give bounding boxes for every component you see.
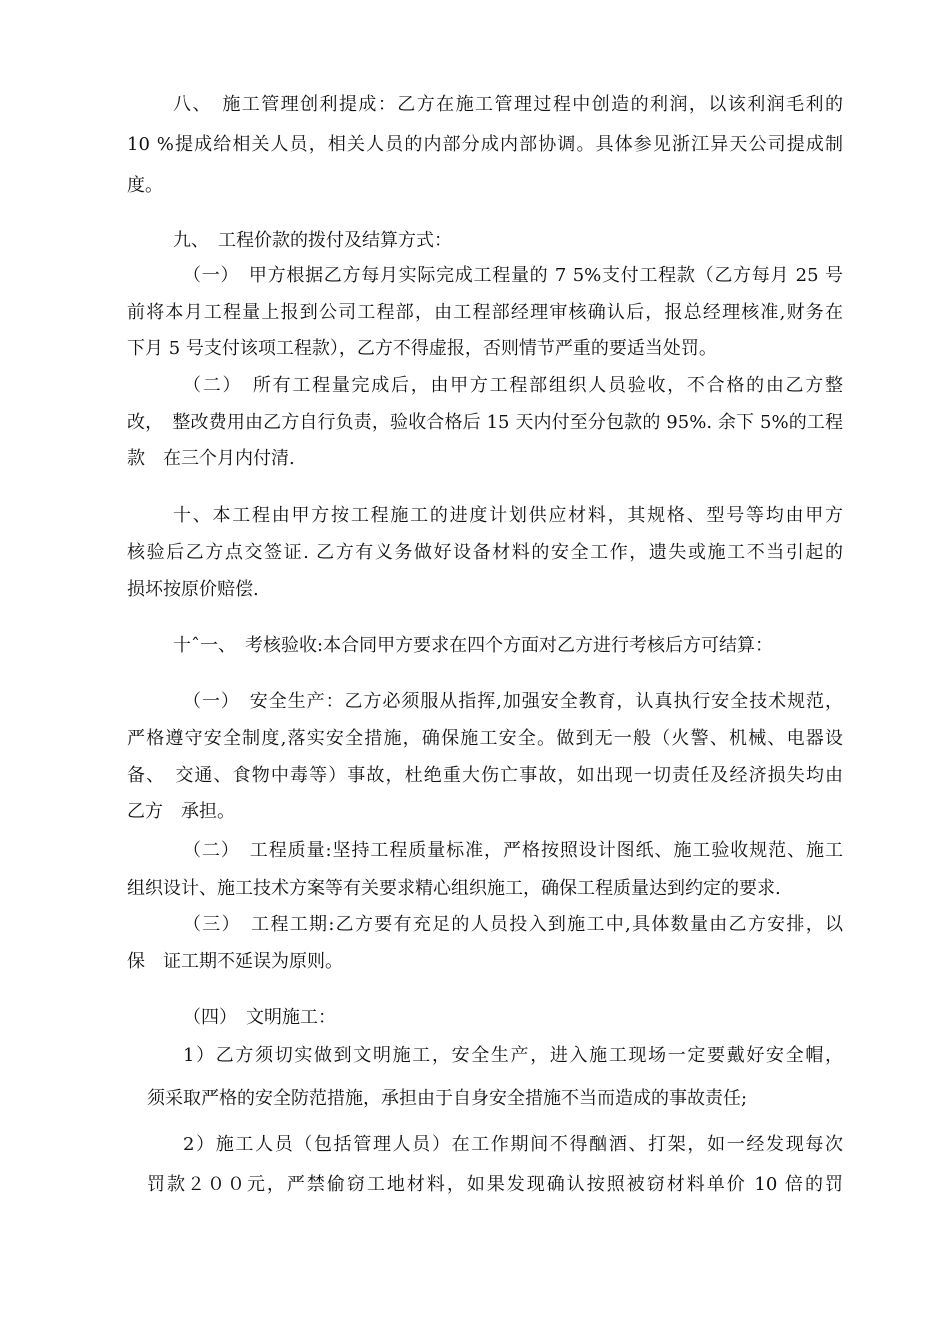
clause-10-line-3: 损坏按原价赔偿. bbox=[127, 579, 259, 600]
clause-9-heading: 九、 工程价款的拨付及结算方式： bbox=[173, 230, 452, 251]
clause-9-1-line-2: 前将本月工程量上报到公司工程部，由工程部经理审核确认后，报总经理核准,财务在 bbox=[127, 302, 843, 323]
clause-8-line-1: 八、 施工管理创利提成：乙方在施工管理过程中创造的利润，以该利润毛利的 bbox=[173, 94, 843, 115]
clause-11-3-line-2: 保 证工期不延误为原则。 bbox=[127, 951, 343, 972]
clause-10-line-1: 十、本工程由甲方按工程施工的进度计划供应材料，其规格、型号等均由甲方 bbox=[173, 505, 843, 526]
item-2-line-1: 2）施工人员（包括管理人员）在工作期间不得酗酒、打架，如一经发现每次 bbox=[183, 1134, 843, 1155]
clause-10-line-2: 核验后乙方点交签证. 乙方有义务做好设备材料的安全工作，遗失或施工不当引起的 bbox=[127, 542, 843, 563]
clause-11-4-heading: （四） 文明施工： bbox=[183, 1007, 336, 1028]
item-1-line-1: 1）乙方须切实做到文明施工，安全生产，进入施工现场一定要戴好安全帽， bbox=[183, 1045, 843, 1066]
clause-9-1-line-3: 下月 5 号支付该项工程款），乙方不得虚报，否则情节严重的要适当处罚。 bbox=[127, 338, 717, 359]
clause-11-3-line-1: （三） 工程工期:乙方要有充足的人员投入到施工中,具体数量由乙方安排，以 bbox=[183, 914, 843, 935]
clause-11-1-line-3: 备、 交通、食物中毒等）事故，杜绝重大伤亡事故，如出现一切责任及经济损失均由 bbox=[127, 765, 843, 786]
clause-11-1-line-4: 乙方 承担。 bbox=[127, 801, 235, 822]
clause-8-line-3: 度。 bbox=[127, 175, 163, 196]
clause-11-2-line-2: 组织设计、施工技术方案等有关要求精心组织施工，确保工程质量达到约定的要求. bbox=[127, 878, 781, 899]
clause-9-1-line-1: （一） 甲方根据乙方每月实际完成工程量的 7 5%支付工程款（乙方每月 25 号 bbox=[183, 265, 843, 286]
clause-11-2-line-1: （二） 工程质量:坚持工程质量标准，严格按照设计图纸、施工验收规范、施工 bbox=[183, 840, 843, 861]
clause-11-heading: 十ˆ一、 考核验收:本合同甲方要求在四个方面对乙方进行考核后方可结算： bbox=[173, 635, 774, 656]
clause-9-2-line-2: 改， 整改费用由乙方自行负责，验收合格后 15 天内付至分包款的 95%. 余下 5%的工程 bbox=[127, 412, 843, 433]
clause-9-2-line-3: 款 在三个月内付清. bbox=[127, 448, 295, 469]
item-2-line-2: 罚款２００元，严禁偷窃工地材料，如果发现确认按照被窃材料单价 10 倍的罚 bbox=[147, 1174, 843, 1195]
clause-8-line-2: 10 %提成给相关人员，相关人员的内部分成内部协调。具体参见浙江异天公司提成制 bbox=[127, 134, 843, 155]
item-1-line-2: 须采取严格的安全防范措施，承担由于自身安全措施不当而造成的事故责任; bbox=[147, 1088, 748, 1109]
clause-11-1-line-2: 严格遵守安全制度,落实安全措施，确保施工安全。做到无一般（火警、机械、电器设 bbox=[127, 728, 843, 749]
clause-11-1-line-1: （一） 安全生产：乙方必须服从指挥,加强安全教育，认真执行安全技术规范， bbox=[183, 691, 843, 712]
clause-9-2-line-1: （二） 所有工程量完成后，由甲方工程部组织人员验收，不合格的由乙方整 bbox=[183, 375, 843, 396]
